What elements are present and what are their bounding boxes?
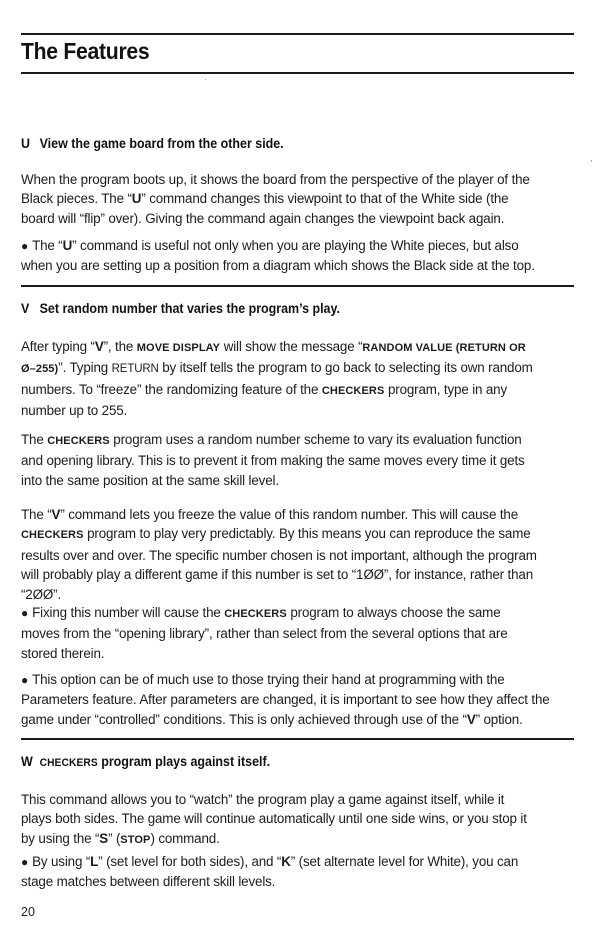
text-span: By using “ — [32, 854, 91, 869]
text-line: stage matches between different skill levels. — [21, 874, 276, 890]
command-key: V — [466, 711, 476, 727]
small-caps-term: RANDOM VALUE (RETURN OR — [362, 342, 526, 354]
scan-speck — [205, 79, 206, 80]
text-line: When the program boots up, it shows the board from the perspective of the player of the — [21, 172, 530, 187]
text-span: The “ — [21, 507, 52, 522]
section-v-paragraph-4 — [21, 603, 563, 663]
text-line: This command allows you to “watch” the program play a game against itself, while it — [21, 792, 505, 807]
bullet-icon: ● — [21, 239, 29, 253]
section-u-title: View the game board from the other side. — [39, 136, 284, 151]
small-caps-term: Ø–255) — [21, 363, 59, 376]
command-key: U — [131, 191, 142, 207]
section-w-title: program plays against itself. — [97, 754, 271, 769]
text-span: numbers. To “freeze” the randomizing feature of the — [21, 381, 322, 397]
small-caps-term: RETURN — [111, 363, 159, 376]
scan-speck — [591, 160, 592, 162]
section-v-heading — [21, 301, 340, 316]
section-w-paragraph-2 — [21, 852, 563, 892]
command-key: S — [99, 830, 109, 846]
section-v-paragraph-2 — [21, 430, 563, 490]
text-span: program uses a random number scheme to vary its evaluation function — [109, 432, 522, 447]
text-line: results over and over. The specific number chosen is not important, although the program — [21, 547, 537, 563]
top-rule — [21, 33, 574, 35]
bullet-icon: ● — [21, 855, 29, 869]
text-span: ” (set alternate level for White), you can — [290, 854, 519, 869]
small-caps-term: CHECKERS — [21, 529, 84, 542]
section-v-paragraph-5 — [21, 670, 563, 729]
text-span: The — [21, 432, 48, 447]
text-line: “2ØØ”. — [21, 586, 62, 602]
section-u-paragraph-2 — [21, 236, 563, 276]
text-span: ” (set level for both sides), and “ — [98, 854, 282, 869]
command-key: V — [94, 339, 104, 354]
text-span: Fixing this number will cause the — [32, 605, 225, 620]
section-v-paragraph-1 — [21, 337, 563, 421]
small-caps-term: CHECKERS — [47, 435, 110, 447]
small-caps-term: STOP — [120, 833, 151, 846]
command-key: K — [281, 854, 291, 869]
text-line: when you are setting up a position from a diagram which shows the Black side at the top. — [21, 258, 535, 274]
section-divider — [21, 738, 574, 740]
text-span: The “ — [32, 238, 63, 253]
small-caps-term: CHECKERS — [321, 384, 385, 397]
text-span: ” command is useful not only when you are playing the White pieces, but also — [72, 238, 519, 253]
text-line: board will “flip” over). Giving the command again changes the viewpoint back again. — [21, 210, 505, 226]
text-span: program, type in any — [384, 381, 508, 397]
section-v-letter: V — [21, 301, 30, 316]
text-line: number up to 255. — [21, 403, 128, 419]
section-w-letter: W — [21, 754, 33, 769]
text-span: ” command lets you freeze the value of this random number. This will cause the — [60, 507, 519, 522]
section-divider — [21, 285, 574, 287]
text-line: Parameters feature. After parameters are changed, it is important to see how they affect the — [21, 692, 550, 708]
text-span: ”, the — [103, 339, 137, 354]
command-key: L — [90, 854, 99, 869]
text-span: will show the message “ — [220, 339, 363, 354]
bullet-icon: ● — [21, 673, 29, 687]
page-title: The Features — [21, 38, 150, 64]
text-span: ) command. — [150, 830, 220, 846]
text-span: by itself tells the program to go back to selecting its own random — [158, 360, 533, 376]
text-line: will probably play a different game if this number is set to “1ØØ”, for instance, rather than — [21, 567, 534, 583]
text-span: Black pieces. The “ — [21, 191, 132, 207]
section-u-paragraph-1 — [21, 170, 563, 228]
section-w-paragraph-1 — [21, 790, 563, 850]
section-v-paragraph-3 — [21, 505, 563, 604]
text-span: ” option. — [475, 711, 523, 727]
page-number: 20 — [21, 905, 35, 919]
text-span: This option can be of much use to those trying their hand at programming with the — [32, 672, 505, 687]
command-key: V — [51, 507, 61, 522]
text-span: After typing “ — [21, 339, 95, 354]
text-line: and opening library. This is to prevent it from making the same moves every time it gets — [21, 453, 525, 469]
text-line: into the same position at the same skill level. — [21, 472, 279, 488]
section-u-letter: U — [21, 136, 30, 151]
text-span: game under “controlled” conditions. This is only achieved through use of the “ — [21, 711, 467, 727]
text-span: program to always choose the same — [286, 605, 501, 620]
command-key: U — [62, 238, 73, 253]
small-caps-term: CHECKERS — [224, 608, 287, 620]
text-span: by using the “ — [21, 830, 100, 846]
section-v-title: Set random number that varies the program’s play. — [39, 301, 340, 316]
section-u-heading — [21, 136, 284, 151]
bullet-icon: ● — [21, 606, 29, 620]
text-span: ”. Typing — [58, 360, 112, 376]
small-caps-term: CHECKERS — [39, 757, 98, 769]
text-span: program to play very predictably. By this means you can reproduce the same — [83, 526, 531, 542]
text-span: ” command changes this viewpoint to that of the White side (the — [141, 191, 509, 207]
text-line: moves from the “opening library”, rather than select from the several options that are — [21, 626, 508, 642]
section-w-heading — [21, 754, 270, 769]
text-line: plays both sides. The game will continue automatically until one side wins, or you stop it — [21, 811, 527, 827]
text-line: stored therein. — [21, 645, 105, 661]
text-span: ” ( — [108, 830, 121, 846]
small-caps-term: MOVE DISPLAY — [136, 342, 221, 354]
title-underline — [21, 72, 574, 74]
